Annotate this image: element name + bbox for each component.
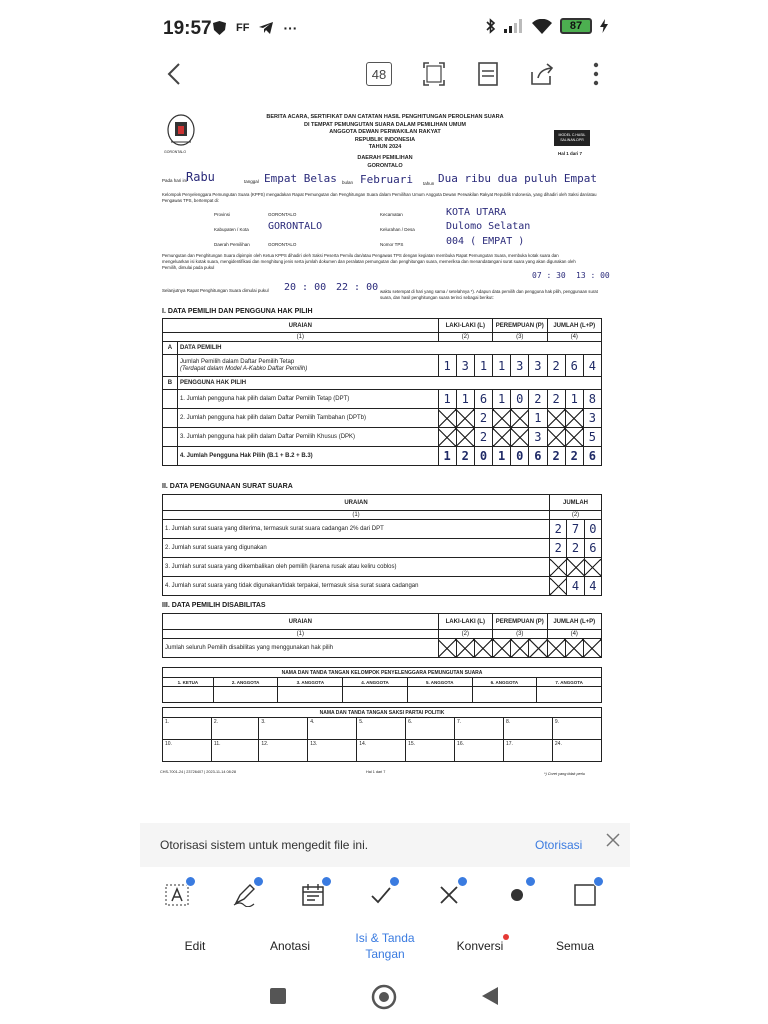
s3-h-uraian: URAIAN	[163, 614, 439, 630]
crossed-cell	[493, 428, 511, 447]
s3-n1: (1)	[163, 630, 439, 639]
back-nav-button[interactable]	[480, 985, 502, 1009]
more-status-icon: ···	[283, 20, 298, 36]
s1-row-label: 1. Jumlah pengguna hak pilih dalam Daftar Pemilih Tetap (DPT)	[177, 390, 438, 409]
crossed-cell	[565, 409, 583, 428]
value-cell: 3	[583, 409, 601, 428]
chevron-left-icon	[167, 62, 181, 86]
value-cell: 1	[456, 390, 474, 409]
daerah-value: GORONTALO	[268, 242, 297, 247]
value-cell: 2	[550, 520, 567, 539]
value-cell: 2	[550, 539, 567, 558]
value-cell: 3	[511, 355, 529, 377]
square-icon	[573, 883, 597, 907]
value-cell: 1	[565, 390, 583, 409]
tab-edit[interactable]: Edit	[184, 939, 206, 953]
crossed-cell	[511, 409, 529, 428]
saksi-cell: 3.	[259, 718, 308, 740]
value-cell: 2	[529, 390, 547, 409]
s1-a-row: Jumlah Pemilih dalam Daftar Pemilih Tetap (Terdapat dalam Model A-Kabko Daftar Pemilih)	[177, 355, 438, 377]
para3b-text: waktu setempat di hari yang sama / setelahnya *). Adapun data pemilih dan pengguna hak pilih, penggunaan surat suara, dan hasil penghitungan suara terinci sebagai berikut:	[380, 289, 598, 300]
calendar-icon	[301, 883, 325, 907]
value-cell: 2	[456, 447, 474, 466]
back-triangle-icon	[480, 985, 500, 1007]
value-cell: 6	[529, 447, 547, 466]
nomor-tps-label: Nomor TPS	[380, 242, 404, 247]
kpps-signature-cell	[407, 687, 472, 703]
signature-tool[interactable]	[228, 878, 262, 912]
s2-row-label: 3. Jumlah surat suara yang dikembalikan oleh pemilih (karena rusak atau keliru coblos)	[163, 558, 550, 577]
s1-b-title: PENGGUNA HAK PILIH	[177, 377, 601, 390]
saksi-cell: 10.	[163, 740, 212, 762]
s3-h-jumlah: JUMLAH (L+P)	[547, 614, 602, 630]
fullscreen-button[interactable]	[422, 60, 446, 88]
intro-paragraph: Kelompok Penyelenggara Pemungutan Suara (KPPS) mengadakan Rapat Pemungutan dan Penghitungan Suara dalam Pemilihan Umum Anggota Dewan Perwakilan Rakyat Republik Indonesia, yang dihadiri oleh Saksi dan/atau Pengawas TPS, bertempat di:	[162, 192, 597, 203]
crossed-cell	[529, 639, 547, 658]
check-icon	[369, 883, 393, 907]
value-cell: 2	[474, 409, 492, 428]
table-row	[163, 639, 602, 658]
value-cell: 6	[584, 539, 601, 558]
fullscreen-icon	[423, 62, 445, 86]
kelurahan-label: Kelurahan / Desa	[380, 227, 415, 232]
saksi-cell: 12.	[259, 740, 308, 762]
s3-n4: (4)	[547, 630, 602, 639]
battery-icon: 87	[560, 18, 592, 34]
plus-badge	[525, 876, 536, 887]
kabkota-label: Kabupaten / Kota	[214, 227, 249, 232]
title-line: DI TEMPAT PEMUNGUTAN SUARA DALAM PEMILIHAN UMUM	[303, 121, 467, 128]
title-line: BERITA ACARA, SERTIFIKAT DAN CATATAN HASIL PENGHITUNGAN PEROLEHAN SUARA	[266, 114, 504, 120]
crossed-cell	[565, 639, 583, 658]
value-cell: 2	[565, 447, 583, 466]
hw-month: Februari	[360, 173, 413, 186]
tab-semua[interactable]: Semua	[555, 939, 595, 953]
table-row	[163, 558, 602, 577]
tab-konversi[interactable]	[445, 924, 515, 968]
value-cell: 0	[511, 390, 529, 409]
hw-date: Empat Belas	[264, 172, 337, 185]
section1-title: I. DATA PEMILIH DAN PENGGUNA HAK PILIH	[162, 308, 313, 315]
top-toolbar	[140, 52, 630, 96]
dot-icon	[509, 887, 525, 903]
hw-day: Rabu	[186, 170, 215, 184]
back-button[interactable]	[164, 60, 184, 88]
document-page[interactable]	[140, 100, 630, 790]
crossed-cell	[456, 428, 474, 447]
crossed-cell	[584, 558, 601, 577]
more-options-button[interactable]	[588, 60, 604, 88]
hw-year: Dua ribu dua puluh Empat	[438, 172, 597, 185]
crossed-cell	[547, 639, 565, 658]
saksi-cell: 13.	[308, 740, 357, 762]
s2-h-uraian: URAIAN	[163, 495, 550, 511]
value-cell: 1	[493, 390, 511, 409]
charging-icon	[600, 19, 608, 33]
more-vertical-icon	[593, 62, 599, 86]
close-icon	[605, 832, 621, 848]
document-title	[220, 114, 550, 170]
s2-h-jumlah: JUMLAH	[550, 495, 602, 511]
crossed-cell	[438, 428, 456, 447]
rectangle-tool[interactable]	[568, 878, 602, 912]
plus-badge	[389, 876, 400, 887]
footer-note: *) Coret yang tidak perlu	[544, 772, 585, 776]
value-cell: 3	[529, 428, 547, 447]
date-tool[interactable]	[296, 878, 330, 912]
kpps-role: 6. ANGGOTA	[472, 678, 537, 687]
page-layout-icon	[478, 62, 498, 86]
s2-row-label: 1. Jumlah surat suara yang diterima, termasuk surat suara cadangan 2% dari DPT	[163, 520, 550, 539]
share-button[interactable]	[530, 60, 556, 88]
checkmark-tool[interactable]	[364, 878, 398, 912]
table-row	[163, 409, 602, 428]
wifi-icon	[532, 19, 552, 34]
hw-kelurahan: Dulomo Selatan	[446, 221, 531, 232]
value-cell: 3	[456, 355, 474, 377]
saksi-cell: 9.	[552, 718, 601, 740]
plus-badge	[457, 876, 468, 887]
value-cell: 6	[565, 355, 583, 377]
crossed-cell	[550, 577, 567, 596]
s1-n2: (2)	[438, 333, 492, 342]
s2-n2: (2)	[550, 511, 602, 520]
authorization-banner	[140, 823, 630, 867]
saksi-cell: 4.	[308, 718, 357, 740]
hw-start-time: 20 : 00	[284, 282, 327, 293]
daerah-label: Daerah Pemilihan	[214, 242, 250, 247]
status-left-icons	[213, 20, 297, 36]
provinsi-label: Provinsi	[214, 212, 231, 217]
crossed-cell	[511, 639, 529, 658]
square-nav-icon	[268, 986, 288, 1006]
value-cell: 1	[529, 409, 547, 428]
s1-row-label: 4. Jumlah Pengguna Hak Pilih (B.1 + B.2 + B.3)	[177, 447, 438, 466]
value-cell: 2	[547, 447, 565, 466]
footer-page: Hal 1 dari 7	[366, 770, 386, 774]
saksi-title: NAMA DAN TANDA TANGAN SAKSI PARTAI POLITIK	[163, 708, 602, 718]
saksi-cell: 15.	[406, 740, 455, 762]
value-cell: 2	[567, 539, 584, 558]
page-view-button[interactable]	[476, 60, 500, 88]
saksi-cell: 1.	[163, 718, 212, 740]
hw-kecamatan: KOTA UTARA	[446, 207, 507, 218]
crossed-cell	[493, 409, 511, 428]
kpps-role: 2. ANGGOTA	[213, 678, 278, 687]
value-cell: 2	[547, 390, 565, 409]
crossed-cell	[583, 639, 601, 658]
kpps-role: 5. ANGGOTA	[407, 678, 472, 687]
value-cell: 0	[511, 447, 529, 466]
section2-table	[162, 494, 602, 596]
s1-h-perempuan: PEREMPUAN (P)	[493, 319, 547, 333]
table-row	[163, 539, 602, 558]
status-right	[486, 18, 608, 34]
value-cell: 5	[583, 428, 601, 447]
pada-hari-label: Pada hari ini	[162, 178, 188, 183]
title-line: ANGGOTA DEWAN PERWAKILAN RAKYAT	[329, 129, 441, 136]
value-cell: 1	[438, 355, 456, 377]
crossed-cell	[550, 558, 567, 577]
s2-row-label: 2. Jumlah surat suara yang digunakan	[163, 539, 550, 558]
cross-tool[interactable]	[432, 878, 466, 912]
saksi-cell: 6.	[406, 718, 455, 740]
cross-icon	[438, 884, 460, 906]
saksi-cell: 5.	[357, 718, 406, 740]
crossed-cell	[438, 639, 456, 658]
s1-h-uraian: URAIAN	[163, 319, 439, 333]
hw-tps: 004 ( EMPAT )	[446, 236, 525, 247]
value-cell: 1	[493, 355, 511, 377]
sign-tools-row	[140, 872, 630, 918]
kpps-role: 7. ANGGOTA	[537, 678, 602, 687]
model-box: MODEL C.HASIL SALINAN-DPR	[554, 130, 590, 146]
hw-time-b: 13 : 00	[576, 271, 610, 280]
table-row	[163, 447, 602, 466]
s3-n3: (3)	[493, 630, 547, 639]
kpps-role: 3. ANGGOTA	[278, 678, 343, 687]
s1-n3: (3)	[493, 333, 547, 342]
text-field-tool[interactable]	[160, 878, 194, 912]
crossed-cell	[565, 428, 583, 447]
hw-time-a: 07 : 30	[532, 271, 566, 280]
dot-tool[interactable]	[500, 878, 534, 912]
crossed-cell	[456, 639, 474, 658]
kpps-signature-cell	[163, 687, 214, 703]
kpu-logo	[166, 114, 196, 158]
s2-n1: (1)	[163, 511, 550, 520]
s1-b-label: B	[163, 377, 178, 390]
status-time: 19:57	[163, 18, 212, 39]
bulan-label: bulan	[342, 180, 354, 185]
table-row	[163, 520, 602, 539]
s2-row-label: 4. Jumlah surat suara yang tidak digunakan/tidak terpakai, termasuk sisa surat suara cadangan	[163, 577, 550, 596]
crossed-cell	[474, 639, 492, 658]
notification-dot	[503, 934, 509, 940]
title-line: TAHUN 2024	[368, 144, 402, 151]
saksi-cell: 7.	[455, 718, 504, 740]
title-line: REPUBLIK INDONESIA	[354, 136, 416, 143]
share-icon	[530, 62, 556, 86]
authorization-message: Otorisasi sistem untuk mengedit file ini.	[160, 838, 369, 852]
s3-row-label: Jumlah seluruh Pemilih disabilitas yang menggunakan hak pilih	[163, 639, 439, 658]
crossed-cell	[456, 409, 474, 428]
close-banner-button[interactable]	[605, 832, 621, 848]
value-cell: 4	[584, 577, 601, 596]
signal-icon	[504, 19, 524, 33]
saksi-cell: 11.	[211, 740, 258, 762]
saksi-cell: 17.	[503, 740, 552, 762]
kpps-role: 4. ANGGOTA	[343, 678, 408, 687]
title-line: DAERAH PEMILIHAN	[357, 154, 413, 161]
plus-badge	[321, 876, 332, 887]
plus-badge	[185, 876, 196, 887]
value-cell: 1	[438, 447, 456, 466]
kpps-signature-cell	[213, 687, 278, 703]
crossed-cell	[511, 428, 529, 447]
pen-sign-icon	[232, 883, 258, 907]
s1-row-label: 2. Jumlah pengguna hak pilih dalam Daftar Pemilih Tambahan (DPTb)	[177, 409, 438, 428]
provinsi-value: GORONTALO	[268, 212, 297, 217]
status-bar	[0, 0, 768, 56]
tahun-label: tahun	[423, 181, 435, 186]
s1-row-label: 3. Jumlah pengguna hak pilih dalam Daftar Pemilih Khusus (DPK)	[177, 428, 438, 447]
tanggal-label: tanggal	[244, 179, 259, 184]
kpps-signature-cell	[537, 687, 602, 703]
s3-h-perempuan: PEREMPUAN (P)	[493, 614, 547, 630]
home-circle-icon	[371, 984, 397, 1010]
saksi-cell: 2.	[211, 718, 258, 740]
s1-h-laki: LAKI-LAKI (L)	[438, 319, 492, 333]
text-box-icon	[164, 883, 190, 907]
kpps-title: NAMA DAN TANDA TANGAN KELOMPOK PENYELENGGARA PEMUNGUTAN SUARA	[163, 668, 602, 678]
value-cell: 1	[493, 447, 511, 466]
s1-a-title: DATA PEMILIH	[177, 342, 601, 355]
section2-title: II. DATA PENGGUNAAN SURAT SUARA	[162, 483, 293, 490]
value-cell: 6	[583, 447, 601, 466]
kpps-signature-cell	[278, 687, 343, 703]
proceedings-paragraph: Pemungutan dan Penghitungan Suara dipimpin oleh Ketua KPPS dihadiri oleh Saksi Peserta Pemilu dan/atau Pengawas TPS dengan kegiatan membuka Rapat Pemungutan Suara, membuka kotak suara dan mengeluarkan isi kotak suara, mengidentifikasi dan menghitung jenis serta jumlah dokumen dan peralatan pemungutan dan penghitungan suara, memeriksa dan menandatangani surat suara yang akan digunakan oleh Pemilih, dimulai pada pukul	[162, 253, 576, 270]
bottom-tabs	[140, 924, 630, 968]
table-row	[163, 390, 602, 409]
plus-badge	[593, 876, 604, 887]
value-cell: 7	[567, 520, 584, 539]
system-nav-bar	[0, 972, 768, 1024]
section1-table	[162, 318, 602, 466]
ff-label: FF	[236, 22, 250, 34]
home-button[interactable]	[371, 984, 397, 1010]
hw-end-time: 22 : 00	[336, 282, 379, 293]
s1-h-jumlah: JUMLAH (L+P)	[547, 319, 602, 333]
recents-button[interactable]	[268, 986, 290, 1008]
crossed-cell	[567, 558, 584, 577]
s3-n2: (2)	[438, 630, 492, 639]
page-count-button[interactable]: 48	[366, 62, 392, 86]
table-row	[163, 577, 602, 596]
tab-anotasi[interactable]: Anotasi	[269, 939, 311, 953]
s1-n4: (4)	[547, 333, 602, 342]
section3-title: III. DATA PEMILIH DISABILITAS	[162, 602, 266, 609]
crossed-cell	[438, 409, 456, 428]
title-line: GORONTALO	[367, 162, 403, 169]
value-cell: 0	[474, 447, 492, 466]
value-cell: 3	[529, 355, 547, 377]
crossed-cell	[547, 409, 565, 428]
s3-h-laki: LAKI-LAKI (L)	[438, 614, 492, 630]
value-cell: 0	[584, 520, 601, 539]
crossed-cell	[547, 428, 565, 447]
kpu-garuda-icon	[166, 114, 196, 152]
plus-badge	[253, 876, 264, 887]
hw-kabkota: GORONTALO	[268, 221, 323, 232]
footer-code: CHS-7001-24 | 23726407 | 2023-11-14 08:28	[160, 770, 236, 774]
kpps-signature-cell	[343, 687, 408, 703]
section3-table	[162, 613, 602, 658]
para3-label: Selanjutnya Rapat Penghitungan Suara dimulai pukul	[162, 288, 269, 293]
table-row	[163, 355, 602, 377]
value-cell: 1	[438, 390, 456, 409]
bluetooth-icon	[486, 18, 496, 34]
crossed-cell	[493, 639, 511, 658]
value-cell: 6	[474, 390, 492, 409]
tab-isi-tanda-tangan[interactable]: Isi & Tanda Tangan	[355, 931, 415, 961]
kecamatan-label: Kecamatan	[380, 212, 403, 217]
value-cell: 4	[583, 355, 601, 377]
shield-icon	[213, 21, 226, 35]
saksi-cell: 16.	[455, 740, 504, 762]
saksi-table	[162, 707, 602, 762]
s1-a-label: A	[163, 342, 178, 355]
authorize-button[interactable]: Otorisasi	[535, 838, 583, 852]
logo-text: GORONTALO	[164, 150, 187, 154]
value-cell: 8	[583, 390, 601, 409]
value-cell: 2	[547, 355, 565, 377]
page-label: Hal 1 dari 7	[558, 151, 583, 156]
kpps-table	[162, 667, 602, 703]
telegram-icon	[259, 22, 273, 34]
saksi-cell: 24.	[552, 740, 601, 762]
saksi-cell: 14.	[357, 740, 406, 762]
kpps-signature-cell	[472, 687, 537, 703]
tab-konversi-label: Konversi	[456, 939, 504, 953]
saksi-cell: 8.	[503, 718, 552, 740]
value-cell: 4	[567, 577, 584, 596]
value-cell: 2	[474, 428, 492, 447]
s1-n1: (1)	[163, 333, 439, 342]
table-row	[163, 428, 602, 447]
kpps-role: 1. KETUA	[163, 678, 214, 687]
value-cell: 1	[474, 355, 492, 377]
